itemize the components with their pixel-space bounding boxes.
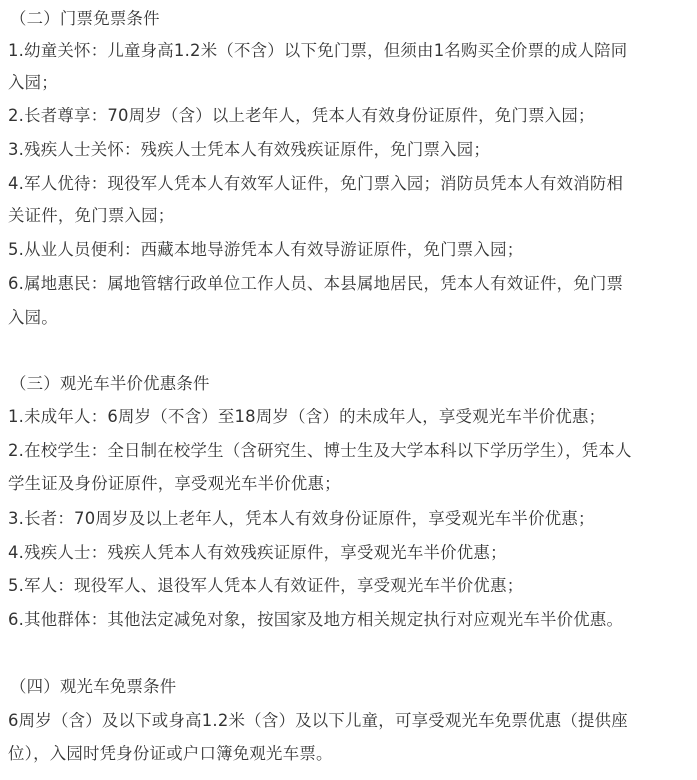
paragraph-line: 3.长者：70周岁及以上老年人，凭本人有效身份证原件，享受观光车半价优惠； <box>8 509 595 528</box>
paragraph-line: 2.长者尊享：70周岁（含）以上老年人，凭本人有效身份证原件，免门票入园； <box>8 106 595 125</box>
paragraph-line: 4.残疾人士：残疾人凭本人有效残疾证原件，享受观光车半价优惠； <box>8 543 507 562</box>
paragraph-line: 6.属地惠民：属地管辖行政单位工作人员、本县属地居民，凭本人有效证件，免门票 <box>8 274 624 293</box>
paragraph-line: 1.未成年人：6周岁（不含）至18周岁（含）的未成年人，享受观光车半价优惠； <box>8 407 606 426</box>
section-heading-free-shuttle: （四）观光车免票条件 <box>10 677 177 696</box>
paragraph-line: 1.幼童关怀：儿童身高1.2米（不含）以下免门票，但须由1名购买全价票的成人陪同 <box>8 41 628 60</box>
section-heading-free-ticket: （二）门票免票条件 <box>10 9 160 28</box>
paragraph-line: 5.军人：现役军人、退役军人凭本人有效证件，享受观光车半价优惠； <box>8 576 524 595</box>
paragraph-line: 入园； <box>8 73 58 92</box>
paragraph-line: 位），入园时凭身份证或户口簿免观光车票。 <box>8 744 333 763</box>
paragraph-line: 2.在校学生：全日制在校学生（含研究生、博士生及大学本科以下学历学生），凭本人 <box>8 441 632 460</box>
paragraph-line: 学生证及身份证原件，享受观光车半价优惠； <box>8 474 341 493</box>
paragraph-line: 入园。 <box>8 308 58 327</box>
paragraph-line: 4.军人优待：现役军人凭本人有效军人证件，免门票入园；消防员凭本人有效消防相 <box>8 174 624 193</box>
paragraph-line: 3.残疾人士关怀：残疾人士凭本人有效残疾证原件，免门票入园； <box>8 140 491 159</box>
paragraph-line: 5.从业人员便利：西藏本地导游凭本人有效导游证原件，免门票入园； <box>8 240 524 259</box>
paragraph-line: 6.其他群体：其他法定减免对象，按国家及地方相关规定执行对应观光车半价优惠。 <box>8 610 624 629</box>
section-heading-half-price-shuttle: （三）观光车半价优惠条件 <box>10 374 210 393</box>
paragraph-line: 关证件，免门票入园； <box>8 206 175 225</box>
paragraph-line: 6周岁（含）及以下或身高1.2米（含）及以下儿童，可享受观光车免票优惠（提供座 <box>8 711 628 730</box>
